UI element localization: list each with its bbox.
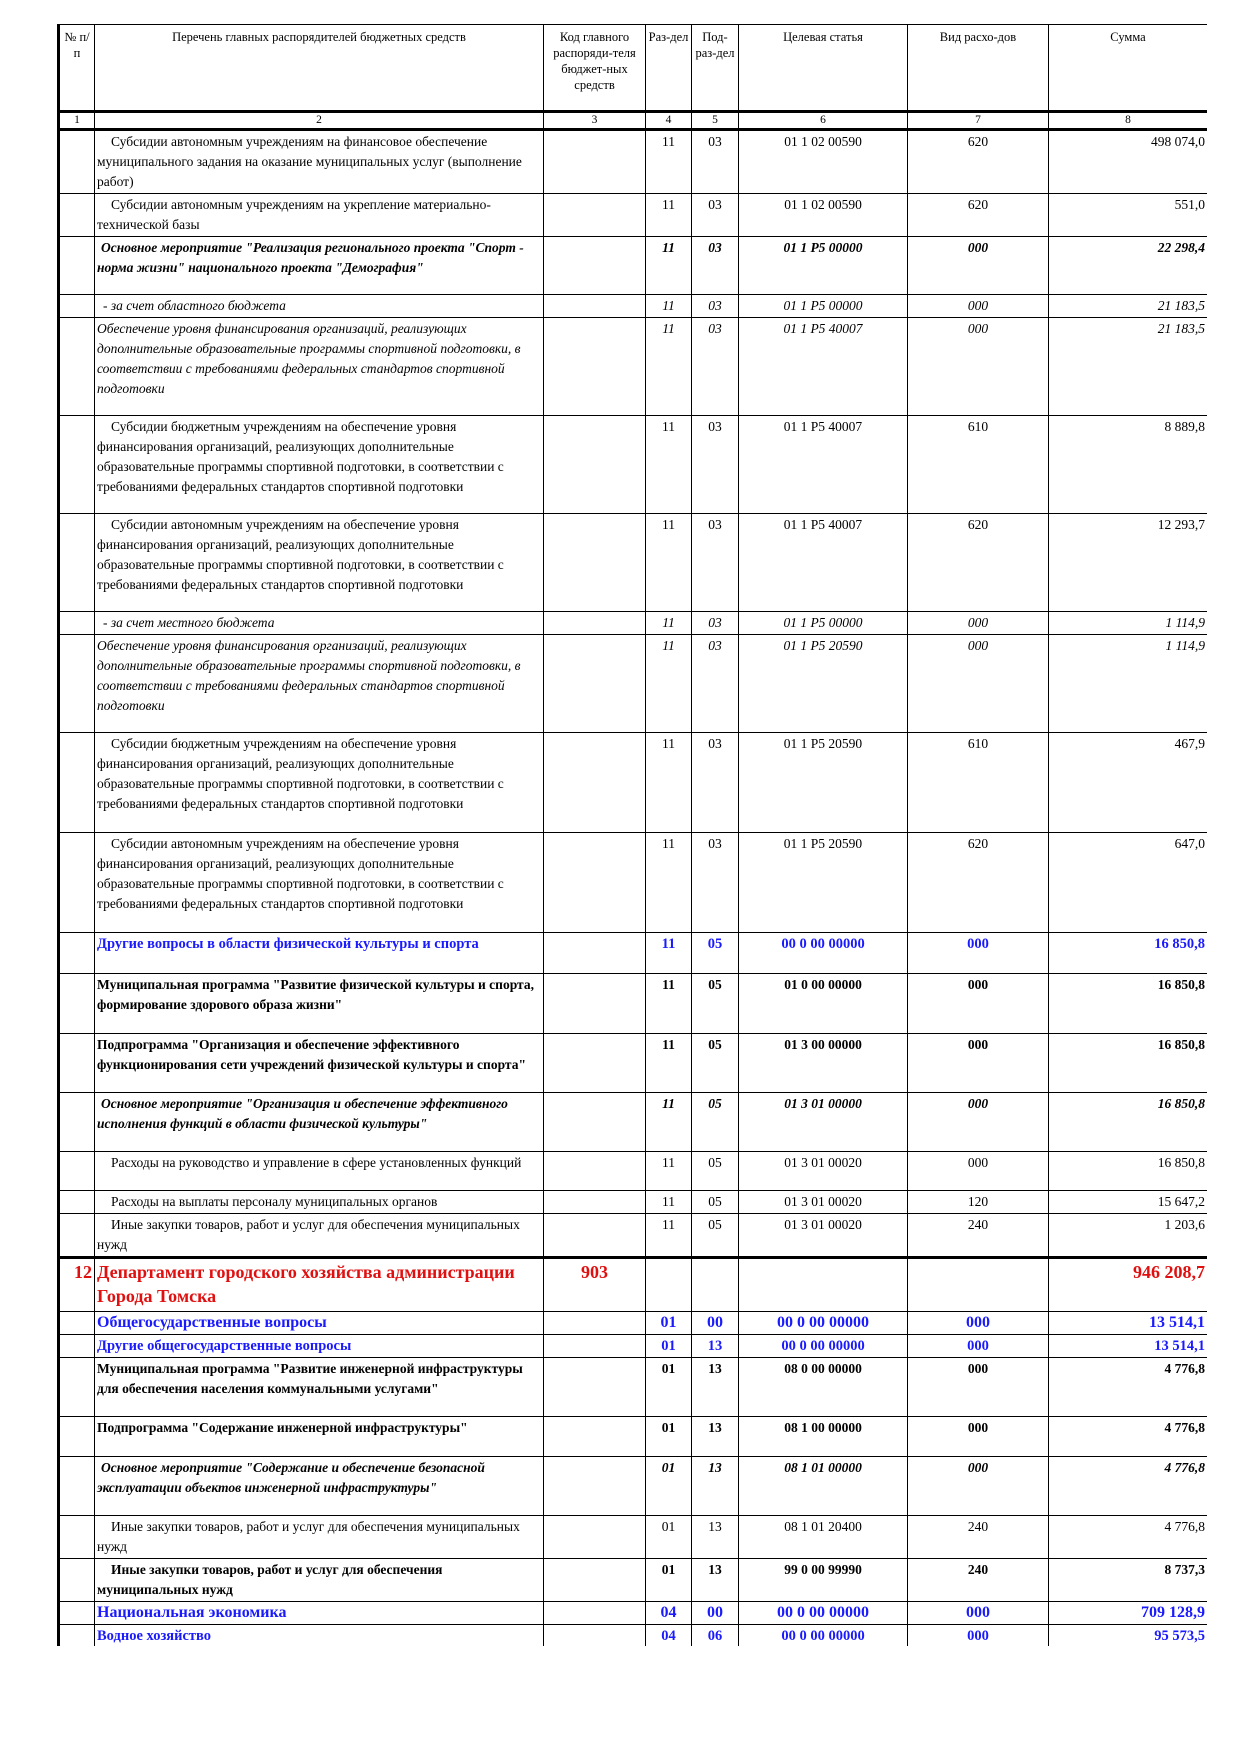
- row-subsection: 13: [692, 1559, 739, 1602]
- row-target-article: 01 3 01 00020: [739, 1191, 908, 1214]
- row-subsection: 05: [692, 1191, 739, 1214]
- row-sum: 709 128,9: [1049, 1602, 1208, 1625]
- table-row: [59, 1457, 1208, 1516]
- table-row: [59, 933, 1208, 974]
- column-number-4: 4: [646, 112, 692, 130]
- row-number: [59, 1093, 95, 1152]
- table-row: [59, 1191, 1208, 1214]
- row-target-article: 99 0 00 99990: [739, 1559, 908, 1602]
- row-code: [544, 514, 646, 612]
- row-code: [544, 1152, 646, 1191]
- row-subsection: 13: [692, 1417, 739, 1457]
- row-number: [59, 514, 95, 612]
- row-number: [59, 295, 95, 318]
- row-name: Субсидии бюджетным учреждениям на обеспечение уровня финансирования организаций, реализующих дополнительные образовательные программы спортивной подготовки, в соответствии с требованиями федеральных стандартов спортивной подготовки: [95, 733, 544, 833]
- budget-table-page: [57, 24, 1207, 1646]
- table-row: [59, 1559, 1208, 1602]
- row-target-article: 01 1 P5 40007: [739, 514, 908, 612]
- table-row: [59, 1602, 1208, 1625]
- row-sum: 21 183,5: [1049, 318, 1208, 416]
- row-number: [59, 1335, 95, 1358]
- row-sum: 946 208,7: [1049, 1258, 1208, 1312]
- row-subsection: 00: [692, 1602, 739, 1625]
- row-section: 11: [646, 1191, 692, 1214]
- table-row: [59, 1358, 1208, 1417]
- header-expense-type: Вид расхо-дов: [908, 25, 1049, 112]
- row-code: [544, 833, 646, 933]
- row-number: [59, 1417, 95, 1457]
- row-section: 11: [646, 1093, 692, 1152]
- row-code: [544, 1625, 646, 1647]
- row-number: [59, 1152, 95, 1191]
- table-row: [59, 514, 1208, 612]
- row-target-article: 00 0 00 00000: [739, 1602, 908, 1625]
- row-code: [544, 237, 646, 295]
- header-number: № п/п: [59, 25, 95, 112]
- table-row: [59, 1258, 1208, 1312]
- row-expense-type: 240: [908, 1559, 1049, 1602]
- row-sum: 15 647,2: [1049, 1191, 1208, 1214]
- row-name: Департамент городского хозяйства администрации Города Томска: [95, 1258, 544, 1312]
- row-name: Муниципальная программа "Развитие инженерной инфраструктуры для обеспечения населения коммунальными услугами": [95, 1358, 544, 1417]
- row-sum: 16 850,8: [1049, 1034, 1208, 1093]
- table-row: [59, 1417, 1208, 1457]
- row-section: 11: [646, 1152, 692, 1191]
- row-code: [544, 1034, 646, 1093]
- row-number: [59, 194, 95, 237]
- row-name: Субсидии автономным учреждениям на финансовое обеспечение муниципального задания на оказание муниципальных услуг (выполнение работ): [95, 130, 544, 194]
- row-name: Водное хозяйство: [95, 1625, 544, 1647]
- row-name: Субсидии автономным учреждениям на обеспечение уровня финансирования организаций, реализующих дополнительные образовательные программы спортивной подготовки, в соответствии с требованиями федеральных стандартов спортивной подготовки: [95, 833, 544, 933]
- row-expense-type: 620: [908, 194, 1049, 237]
- row-name: Расходы на выплаты персоналу муниципальных органов: [95, 1191, 544, 1214]
- row-section: 01: [646, 1516, 692, 1559]
- row-sum: 551,0: [1049, 194, 1208, 237]
- row-code: [544, 1559, 646, 1602]
- row-sum: 16 850,8: [1049, 974, 1208, 1034]
- row-target-article: 01 1 02 00590: [739, 194, 908, 237]
- row-code: [544, 733, 646, 833]
- table-row: [59, 1335, 1208, 1358]
- row-expense-type: [908, 1258, 1049, 1312]
- row-number: [59, 1214, 95, 1258]
- row-number: [59, 1191, 95, 1214]
- row-name: Обеспечение уровня финансирования организаций, реализующих дополнительные образовательные программы спортивной подготовки, в соответствии с требованиями федеральных стандартов спортивной подготовки: [95, 635, 544, 733]
- row-subsection: 05: [692, 1214, 739, 1258]
- row-target-article: 01 3 01 00020: [739, 1152, 908, 1191]
- row-target-article: 01 1 P5 20590: [739, 733, 908, 833]
- row-code: [544, 612, 646, 635]
- row-number: [59, 1625, 95, 1647]
- row-target-article: 08 1 01 00000: [739, 1457, 908, 1516]
- row-number: [59, 318, 95, 416]
- row-code: [544, 194, 646, 237]
- table-row: [59, 237, 1208, 295]
- header-subsection: Под-раз-дел: [692, 25, 739, 112]
- row-sum: 4 776,8: [1049, 1417, 1208, 1457]
- row-number: 12: [59, 1258, 95, 1312]
- row-code: [544, 130, 646, 194]
- table-row: [59, 194, 1208, 237]
- row-expense-type: 000: [908, 974, 1049, 1034]
- row-sum: 8 889,8: [1049, 416, 1208, 514]
- row-name: Подпрограмма "Организация и обеспечение эффективного функционирования сети учреждений физической культуры и спорта": [95, 1034, 544, 1093]
- row-target-article: 00 0 00 00000: [739, 1312, 908, 1335]
- row-section: 01: [646, 1559, 692, 1602]
- row-section: 11: [646, 194, 692, 237]
- row-code: [544, 1191, 646, 1214]
- row-code: [544, 295, 646, 318]
- row-sum: 22 298,4: [1049, 237, 1208, 295]
- row-section: 11: [646, 974, 692, 1034]
- row-section: 11: [646, 1214, 692, 1258]
- row-subsection: 03: [692, 733, 739, 833]
- table-row: [59, 733, 1208, 833]
- row-section: 11: [646, 318, 692, 416]
- row-expense-type: 000: [908, 318, 1049, 416]
- column-number-1: 1: [59, 112, 95, 130]
- row-sum: 4 776,8: [1049, 1516, 1208, 1559]
- row-name: Иные закупки товаров, работ и услуг для обеспечения муниципальных нужд: [95, 1214, 544, 1258]
- row-expense-type: 120: [908, 1191, 1049, 1214]
- row-subsection: 03: [692, 295, 739, 318]
- row-expense-type: 000: [908, 1093, 1049, 1152]
- row-section: 11: [646, 933, 692, 974]
- row-name: Основное мероприятие "Содержание и обеспечение безопасной эксплуатации объектов инженерной инфраструктуры": [95, 1457, 544, 1516]
- row-subsection: 05: [692, 933, 739, 974]
- row-subsection: 03: [692, 130, 739, 194]
- row-target-article: 01 3 01 00020: [739, 1214, 908, 1258]
- row-target-article: 01 1 P5 20590: [739, 635, 908, 733]
- row-number: [59, 1602, 95, 1625]
- row-sum: 1 203,6: [1049, 1214, 1208, 1258]
- row-number: [59, 1312, 95, 1335]
- row-number: [59, 612, 95, 635]
- column-number-2: 2: [95, 112, 544, 130]
- table-row: [59, 1312, 1208, 1335]
- row-section: 01: [646, 1312, 692, 1335]
- row-expense-type: 000: [908, 237, 1049, 295]
- row-code: 903: [544, 1258, 646, 1312]
- row-name: Иные закупки товаров, работ и услуг для обеспечения муниципальных нужд: [95, 1559, 544, 1602]
- row-name: Основное мероприятие "Реализация регионального проекта "Спорт - норма жизни" национального проекта "Демография": [95, 237, 544, 295]
- row-expense-type: 000: [908, 1152, 1049, 1191]
- row-expense-type: 000: [908, 295, 1049, 318]
- row-subsection: 05: [692, 1034, 739, 1093]
- row-target-article: 01 1 P5 40007: [739, 318, 908, 416]
- row-target-article: 08 0 00 00000: [739, 1358, 908, 1417]
- row-target-article: 00 0 00 00000: [739, 933, 908, 974]
- row-code: [544, 1457, 646, 1516]
- row-code: [544, 318, 646, 416]
- table-row: [59, 1034, 1208, 1093]
- column-number-6: 6: [739, 112, 908, 130]
- row-subsection: 03: [692, 318, 739, 416]
- row-number: [59, 1358, 95, 1417]
- row-expense-type: 240: [908, 1214, 1049, 1258]
- row-subsection: 00: [692, 1312, 739, 1335]
- header-target-article: Целевая статья: [739, 25, 908, 112]
- row-subsection: 03: [692, 237, 739, 295]
- row-section: 11: [646, 237, 692, 295]
- row-subsection: 05: [692, 1093, 739, 1152]
- row-subsection: 06: [692, 1625, 739, 1647]
- row-expense-type: 000: [908, 1335, 1049, 1358]
- row-sum: 21 183,5: [1049, 295, 1208, 318]
- row-expense-type: 610: [908, 416, 1049, 514]
- row-target-article: 01 1 P5 40007: [739, 416, 908, 514]
- budget-table: [57, 24, 1207, 1646]
- row-code: [544, 1417, 646, 1457]
- row-name: Субсидии автономным учреждениям на обеспечение уровня финансирования организаций, реализующих дополнительные образовательные программы спортивной подготовки, в соответствии с требованиями федеральных стандартов спортивной подготовки: [95, 514, 544, 612]
- row-sum: 467,9: [1049, 733, 1208, 833]
- row-name: Подпрограмма "Содержание инженерной инфраструктуры": [95, 1417, 544, 1457]
- row-code: [544, 1093, 646, 1152]
- row-target-article: 01 3 01 00000: [739, 1093, 908, 1152]
- row-sum: 4 776,8: [1049, 1358, 1208, 1417]
- row-number: [59, 1457, 95, 1516]
- row-expense-type: 000: [908, 1034, 1049, 1093]
- row-target-article: 08 1 00 00000: [739, 1417, 908, 1457]
- row-code: [544, 1358, 646, 1417]
- row-code: [544, 1214, 646, 1258]
- row-subsection: 03: [692, 416, 739, 514]
- table-row: [59, 833, 1208, 933]
- row-sum: 13 514,1: [1049, 1312, 1208, 1335]
- row-number: [59, 237, 95, 295]
- row-code: [544, 416, 646, 514]
- row-sum: 647,0: [1049, 833, 1208, 933]
- row-target-article: 01 1 P5 00000: [739, 612, 908, 635]
- row-name: - за счет областного бюджета: [95, 295, 544, 318]
- row-expense-type: 000: [908, 1602, 1049, 1625]
- row-section: 01: [646, 1457, 692, 1516]
- row-subsection: 05: [692, 974, 739, 1034]
- table-body: [59, 130, 1208, 1647]
- row-number: [59, 416, 95, 514]
- table-row: [59, 1152, 1208, 1191]
- row-subsection: 03: [692, 635, 739, 733]
- table-row: [59, 1093, 1208, 1152]
- row-name: Другие вопросы в области физической культуры и спорта: [95, 933, 544, 974]
- row-number: [59, 1516, 95, 1559]
- row-section: 01: [646, 1417, 692, 1457]
- row-expense-type: 620: [908, 514, 1049, 612]
- row-subsection: 13: [692, 1358, 739, 1417]
- row-subsection: 03: [692, 514, 739, 612]
- header-sum: Сумма: [1049, 25, 1208, 112]
- row-section: 11: [646, 295, 692, 318]
- row-subsection: 03: [692, 612, 739, 635]
- table-row: [59, 1214, 1208, 1258]
- table-row: [59, 295, 1208, 318]
- row-sum: 498 074,0: [1049, 130, 1208, 194]
- row-code: [544, 1312, 646, 1335]
- row-number: [59, 833, 95, 933]
- row-section: 04: [646, 1625, 692, 1647]
- row-target-article: 01 3 00 00000: [739, 1034, 908, 1093]
- row-target-article: 01 1 02 00590: [739, 130, 908, 194]
- row-sum: 4 776,8: [1049, 1457, 1208, 1516]
- row-expense-type: 000: [908, 1625, 1049, 1647]
- row-sum: 1 114,9: [1049, 635, 1208, 733]
- row-expense-type: 610: [908, 733, 1049, 833]
- row-name: Иные закупки товаров, работ и услуг для обеспечения муниципальных нужд: [95, 1516, 544, 1559]
- row-expense-type: 000: [908, 612, 1049, 635]
- row-number: [59, 974, 95, 1034]
- column-number-3: 3: [544, 112, 646, 130]
- row-subsection: [692, 1258, 739, 1312]
- row-number: [59, 635, 95, 733]
- row-section: 01: [646, 1358, 692, 1417]
- row-target-article: 01 0 00 00000: [739, 974, 908, 1034]
- row-section: 01: [646, 1335, 692, 1358]
- row-code: [544, 1602, 646, 1625]
- table-row: [59, 130, 1208, 194]
- table-row: [59, 416, 1208, 514]
- row-number: [59, 130, 95, 194]
- row-name: - за счет местного бюджета: [95, 612, 544, 635]
- row-target-article: 01 1 P5 20590: [739, 833, 908, 933]
- header-code: Код главного распоряди-теля бюджет-ных средств: [544, 25, 646, 112]
- row-name: Обеспечение уровня финансирования организаций, реализующих дополнительные образовательные программы спортивной подготовки, в соответствии с требованиями федеральных стандартов спортивной подготовки: [95, 318, 544, 416]
- row-sum: 12 293,7: [1049, 514, 1208, 612]
- row-target-article: 08 1 01 20400: [739, 1516, 908, 1559]
- row-number: [59, 733, 95, 833]
- row-subsection: 03: [692, 194, 739, 237]
- row-target-article: 00 0 00 00000: [739, 1625, 908, 1647]
- row-code: [544, 635, 646, 733]
- row-subsection: 13: [692, 1335, 739, 1358]
- column-number-5: 5: [692, 112, 739, 130]
- table-row: [59, 1625, 1208, 1647]
- row-section: 11: [646, 833, 692, 933]
- row-code: [544, 933, 646, 974]
- row-target-article: 00 0 00 00000: [739, 1335, 908, 1358]
- row-name: Субсидии бюджетным учреждениям на обеспечение уровня финансирования организаций, реализующих дополнительные образовательные программы спортивной подготовки, в соответствии с требованиями федеральных стандартов спортивной подготовки: [95, 416, 544, 514]
- row-subsection: 13: [692, 1516, 739, 1559]
- row-target-article: 01 1 P5 00000: [739, 295, 908, 318]
- row-expense-type: 000: [908, 1417, 1049, 1457]
- row-sum: 16 850,8: [1049, 1152, 1208, 1191]
- row-section: 11: [646, 416, 692, 514]
- row-target-article: 01 1 P5 00000: [739, 237, 908, 295]
- row-expense-type: 000: [908, 1457, 1049, 1516]
- row-section: 11: [646, 1034, 692, 1093]
- row-section: 11: [646, 514, 692, 612]
- row-section: 11: [646, 733, 692, 833]
- row-number: [59, 933, 95, 974]
- row-sum: 16 850,8: [1049, 1093, 1208, 1152]
- row-section: 04: [646, 1602, 692, 1625]
- row-target-article: [739, 1258, 908, 1312]
- row-code: [544, 974, 646, 1034]
- row-expense-type: 000: [908, 1358, 1049, 1417]
- row-section: 11: [646, 130, 692, 194]
- row-name: Национальная экономика: [95, 1602, 544, 1625]
- row-subsection: 03: [692, 833, 739, 933]
- row-expense-type: 000: [908, 635, 1049, 733]
- row-sum: 13 514,1: [1049, 1335, 1208, 1358]
- row-name: Субсидии автономным учреждениям на укрепление материально-технической базы: [95, 194, 544, 237]
- row-number: [59, 1034, 95, 1093]
- row-expense-type: 240: [908, 1516, 1049, 1559]
- header-section: Раз-дел: [646, 25, 692, 112]
- row-sum: 16 850,8: [1049, 933, 1208, 974]
- row-name: Другие общегосударственные вопросы: [95, 1335, 544, 1358]
- row-section: 11: [646, 612, 692, 635]
- column-number-7: 7: [908, 112, 1049, 130]
- row-code: [544, 1335, 646, 1358]
- row-expense-type: 000: [908, 1312, 1049, 1335]
- row-sum: 1 114,9: [1049, 612, 1208, 635]
- row-sum: 8 737,3: [1049, 1559, 1208, 1602]
- row-expense-type: 620: [908, 833, 1049, 933]
- row-section: 11: [646, 635, 692, 733]
- table-row: [59, 318, 1208, 416]
- column-number-8: 8: [1049, 112, 1208, 130]
- row-name: Основное мероприятие "Организация и обеспечение эффективного исполнения функций в области физической культуры": [95, 1093, 544, 1152]
- header-name: Перечень главных распорядителей бюджетных средств: [95, 25, 544, 112]
- table-row: [59, 974, 1208, 1034]
- row-expense-type: 000: [908, 933, 1049, 974]
- row-code: [544, 1516, 646, 1559]
- table-row: [59, 1516, 1208, 1559]
- row-name: Общегосударственные вопросы: [95, 1312, 544, 1335]
- table-row: [59, 635, 1208, 733]
- row-subsection: 13: [692, 1457, 739, 1516]
- row-subsection: 05: [692, 1152, 739, 1191]
- row-section: [646, 1258, 692, 1312]
- row-name: Расходы на руководство и управление в сфере установленных функций: [95, 1152, 544, 1191]
- row-name: Муниципальная программа "Развитие физической культуры и спорта, формирование здорового образа жизни": [95, 974, 544, 1034]
- table-row: [59, 612, 1208, 635]
- row-number: [59, 1559, 95, 1602]
- row-sum: 95 573,5: [1049, 1625, 1208, 1647]
- row-expense-type: 620: [908, 130, 1049, 194]
